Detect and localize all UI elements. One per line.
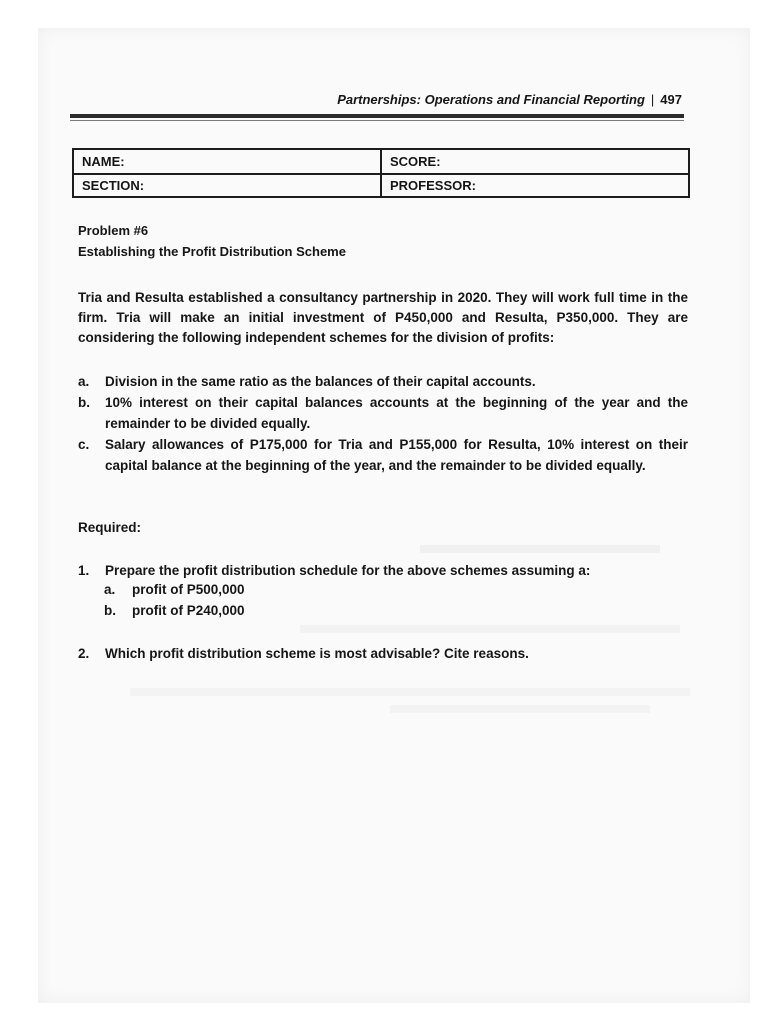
scheme-text: 10% interest on their capital balances accounts at the beginning of the year and the remainder to be divided equally. bbox=[105, 395, 688, 431]
info-row bbox=[74, 174, 688, 197]
bleed-through-decoration bbox=[130, 688, 690, 696]
question-number: 1. bbox=[78, 563, 90, 578]
question-subitem bbox=[104, 603, 245, 618]
scheme-text: Division in the same ratio as the balances of their capital accounts. bbox=[105, 374, 536, 389]
page-number: 497 bbox=[660, 92, 682, 107]
student-info-table bbox=[72, 148, 690, 198]
subitem-letter: b. bbox=[104, 603, 116, 618]
subitem-text: profit of P240,000 bbox=[132, 603, 245, 618]
scheme-item bbox=[78, 434, 688, 476]
problem-intro: Tria and Resulta established a consultancy partnership in 2020. They will work full time in the firm. Tria will make an initial investment of P450,000 and Resulta, P350,000. They are considering the following independent schemes for the division of profits: bbox=[78, 290, 688, 345]
required-heading: Required: bbox=[78, 520, 142, 535]
section-field[interactable]: SECTION: bbox=[74, 174, 382, 197]
problem-number: Problem #6 bbox=[78, 223, 149, 238]
bleed-through-decoration bbox=[300, 625, 680, 633]
scheme-letter: a. bbox=[78, 374, 90, 389]
info-row bbox=[74, 150, 688, 175]
name-field[interactable]: NAME: bbox=[74, 150, 382, 173]
scheme-item bbox=[78, 371, 688, 392]
subitem-letter: a. bbox=[104, 582, 116, 597]
scheme-letter: c. bbox=[78, 437, 90, 452]
bleed-through-decoration bbox=[420, 545, 660, 553]
header-title: Partnerships: Operations and Financial Reporting bbox=[337, 92, 645, 107]
scheme-item bbox=[78, 392, 688, 434]
professor-field[interactable]: PROFESSOR: bbox=[390, 178, 476, 193]
question-item bbox=[78, 563, 590, 578]
question-text: Prepare the profit distribution schedule for the above schemes assuming a: bbox=[105, 563, 591, 578]
problem-title: Establishing the Profit Distribution Scheme bbox=[78, 244, 346, 259]
running-header bbox=[337, 92, 682, 107]
header-separator: | bbox=[650, 92, 655, 107]
header-rule-thin bbox=[70, 120, 684, 121]
question-number: 2. bbox=[78, 646, 90, 661]
header-rule bbox=[70, 114, 684, 118]
score-field[interactable]: SCORE: bbox=[390, 154, 441, 169]
subitem-text: profit of P500,000 bbox=[132, 582, 245, 597]
question-subitem bbox=[104, 582, 245, 597]
scheme-letter: b. bbox=[78, 395, 90, 410]
bleed-through-decoration bbox=[390, 705, 650, 713]
question-item bbox=[78, 646, 529, 661]
scheme-text: Salary allowances of P175,000 for Tria and P155,000 for Resulta, 10% interest on their capital balance at the beginning of the year, and the remainder to be divided equally. bbox=[105, 437, 688, 473]
question-text: Which profit distribution scheme is most advisable? Cite reasons. bbox=[105, 646, 529, 661]
